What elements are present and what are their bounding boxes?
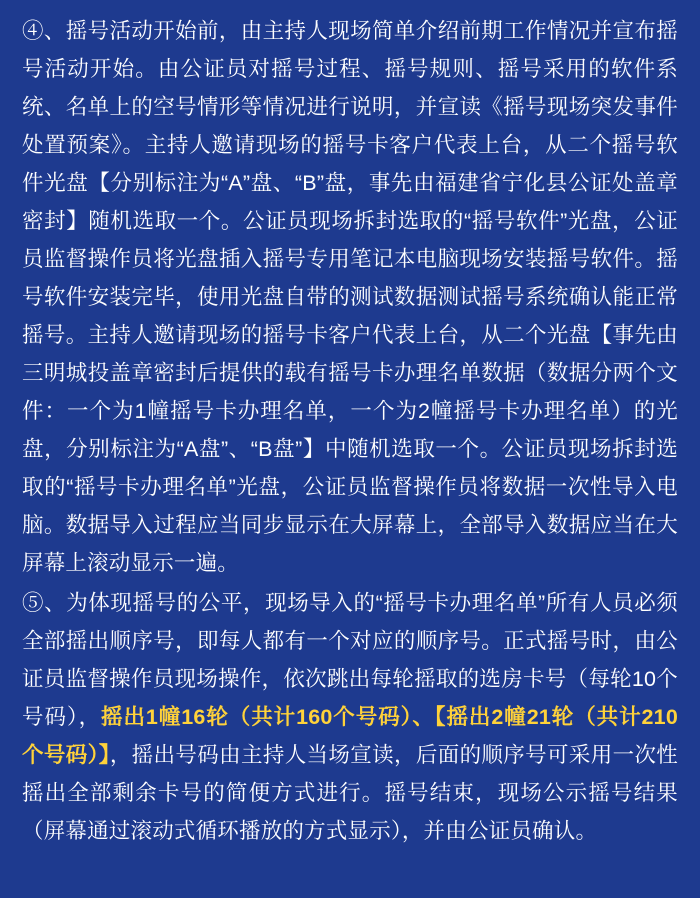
text-segment: ④、摇号活动开始前，由主持人现场简单介绍前期工作情况并宣布摇号活动开始。由公证员对摇号过程、摇号规则、摇号采用的软件系统、名单上的空号情形等情况进行说明，并宣读《摇号现场突发事件处置预案》。主持人邀请现场的摇号卡客户代表上台，从二个摇号软件光盘【分别标注为“A”盘、“B”盘，事先由福建省宁化县公证处盖章密封】随机选取一个。公证员现场拆封选取的“摇号软件”光盘，公证员监督操作员将光盘插入摇号专用笔记本电脑现场安装摇号软件。摇号软件安装完毕，使用光盘自带的测试数据测试摇号系统确认能正常摇号。主持人邀请现场的摇号卡客户代表上台，从二个光盘【事先由三明城投盖章密封后提供的载有摇号卡办理名单数据（数据分两个文件：一个为1幢摇号卡办理名单，一个为2幢摇号卡办理名单）的光盘，分别标注为“A盘”、“B盘”】中随机选取一个。公证员现场拆封选取的“摇号卡办理名单”光盘，公证员监督操作员将数据一次性导入电脑。数据导入过程应当同步显示在大屏幕上，全部导入数据应当在大屏幕上滚动显示一遍。 <box>22 19 678 575</box>
paragraph-item-5 <box>22 584 678 850</box>
paragraph-item-4 <box>22 12 678 582</box>
text-segment: ⑤、为体现摇号的公平，现场导入的“摇号卡办理名单”所有人员必须全部摇出顺序号，即每人都有一个对应的顺序号。正式摇号时，由公证员监督操作员现场操作，依次跳出每轮摇取的选房卡号（每轮10个号码）， <box>22 591 678 729</box>
text-segment: ，摇出号码由主持人当场宣读，后面的顺序号可采用一次性摇出全部剩余卡号的简便方式进行。摇号结束，现场公示摇号结果（屏幕通过滚动式循环播放的方式显示），并由公证员确认。 <box>22 743 678 843</box>
highlighted-text-segment: 摇出1幢16轮（共计160个号码）、【摇出2幢21轮（共计210个号码）】 <box>22 705 678 767</box>
